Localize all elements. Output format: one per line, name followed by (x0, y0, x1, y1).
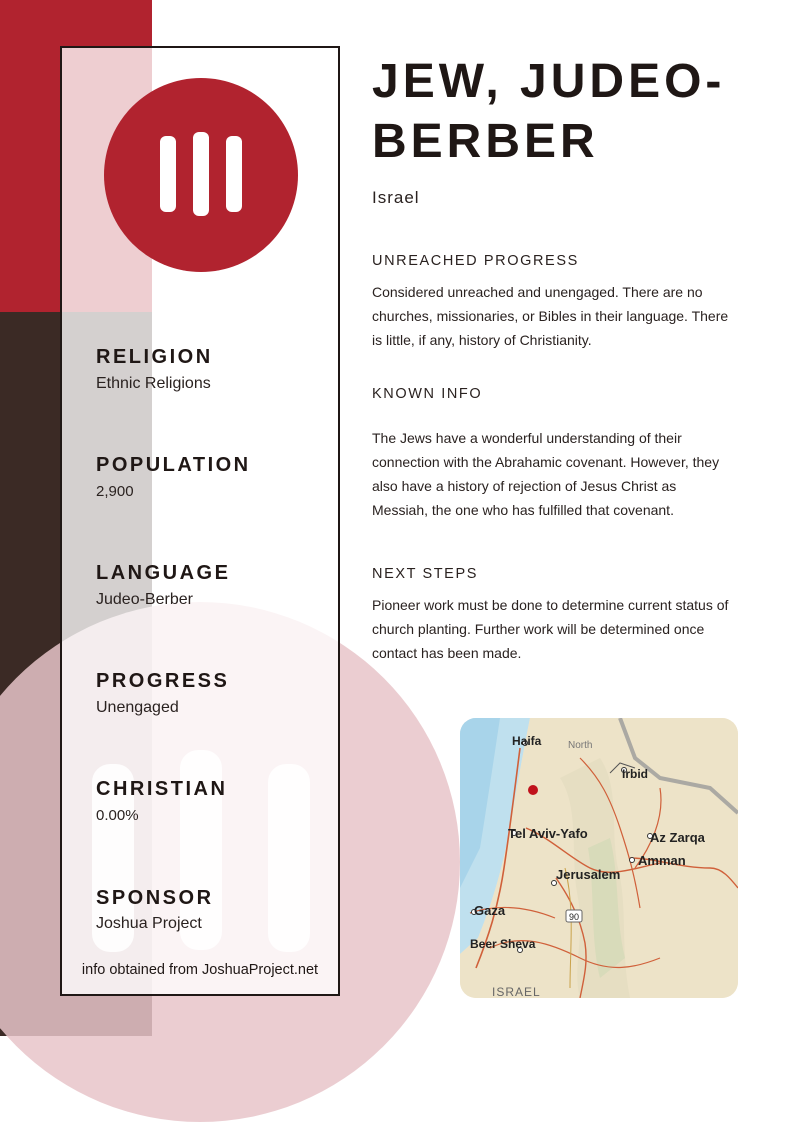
map-label-gaza: Gaza (474, 903, 506, 918)
population-value: 2,900 (96, 483, 134, 500)
language-label: LANGUAGE (96, 562, 231, 584)
city-dot (630, 858, 635, 863)
sponsor-value: Joshua Project (96, 915, 202, 932)
map-label-tel-aviv: Tel Aviv-Yafo (508, 826, 588, 841)
road-number: 90 (568, 912, 580, 922)
christian-label: CHRISTIAN (96, 778, 228, 800)
map-label-beer-sheva: Beer Sheva (470, 937, 536, 951)
map-label-haifa: Haifa (512, 734, 542, 748)
language-value: Judeo-Berber (96, 591, 193, 608)
map-label-az-zarqa: Az Zarqa (650, 830, 705, 845)
unreached-body: Considered unreached and unengaged. There are no churches, missionaries, or Bibles in their language. There is little, if any, history of Christianity. (372, 284, 729, 348)
map-label-irbid: Irbid (622, 767, 648, 781)
map-label-amman: Amman (638, 853, 686, 868)
logo-bar-middle (193, 132, 209, 216)
map-graphic (460, 718, 738, 998)
logo-icon (104, 78, 298, 272)
map-label-north: North (568, 740, 593, 751)
logo-bar-right (226, 136, 242, 212)
religion-value: Ethnic Religions (96, 375, 211, 392)
known-info-body: The Jews have a wonderful understanding of their connection with the Abrahamic covenant. However, they also have a history of rejection of Jesus Christ as Messiah, the one who has fulfilled that covenant. (372, 430, 720, 518)
known-info-heading: KNOWN INFO (372, 386, 483, 402)
map-label-israel: ISRAEL (492, 985, 541, 998)
map-label-jerusalem: Jerusalem (556, 867, 621, 882)
religion-label: RELIGION (96, 346, 213, 368)
population-label: POPULATION (96, 454, 251, 476)
location-map (460, 718, 738, 998)
sponsor-label: SPONSOR (96, 887, 214, 909)
watermark-bar-right (268, 764, 310, 952)
logo-bar-left (160, 136, 176, 212)
progress-value: Unengaged (96, 699, 179, 716)
page-title: JEW, JUDEO-BERBER (372, 55, 726, 168)
location-marker-icon (528, 785, 538, 795)
source-note: info obtained from JoshuaProject.net (81, 962, 319, 978)
next-steps-heading: NEXT STEPS (372, 566, 478, 582)
christian-value: 0.00% (96, 807, 139, 824)
country-name: Israel (372, 188, 420, 207)
unreached-heading: UNREACHED PROGRESS (372, 253, 579, 269)
next-steps-body: Pioneer work must be done to determine current status of church planting. Further work will be determined once contact has been made. (372, 597, 729, 661)
progress-label: PROGRESS (96, 670, 230, 692)
